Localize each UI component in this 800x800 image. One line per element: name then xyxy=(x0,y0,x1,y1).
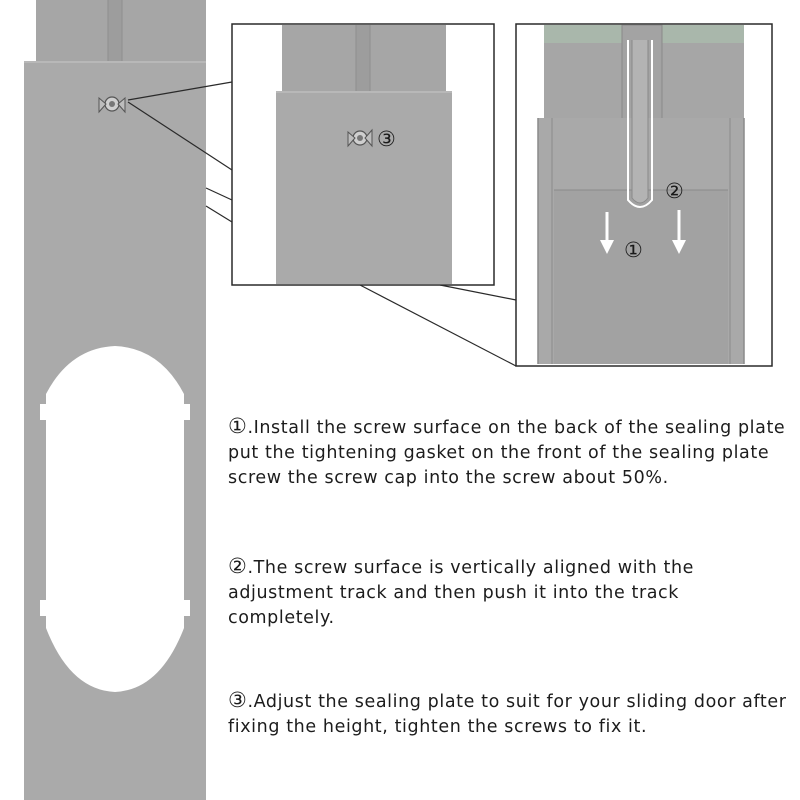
zoom-box-track xyxy=(516,24,772,366)
callout-3: ③ xyxy=(377,127,396,151)
step-1 xyxy=(228,414,788,491)
step-3 xyxy=(228,688,788,740)
callout-1: ① xyxy=(624,238,643,262)
hose-opening xyxy=(40,346,190,692)
callout-2: ② xyxy=(665,179,684,203)
step-2-marker: ② xyxy=(228,554,248,578)
step-3-marker: ③ xyxy=(228,688,248,712)
step-2-text: .The screw surface is vertically aligned with the adjustment track and then push it into the track completely. xyxy=(228,558,695,628)
plate-track-groove xyxy=(108,0,122,66)
step-3-text: .Adjust the sealing plate to suit for your sliding door after fixing the height, tighten the screws to fix it. xyxy=(228,692,787,737)
zoom-box-screw xyxy=(232,24,494,285)
step-2 xyxy=(228,554,788,631)
sealing-plate xyxy=(24,0,206,800)
step-1-text: .Install the screw surface on the back of the sealing plate put the tightening gasket on the front of the sealing plate screw the screw cap into the screw about 50%. xyxy=(228,418,786,488)
step-1-marker: ① xyxy=(228,414,248,438)
